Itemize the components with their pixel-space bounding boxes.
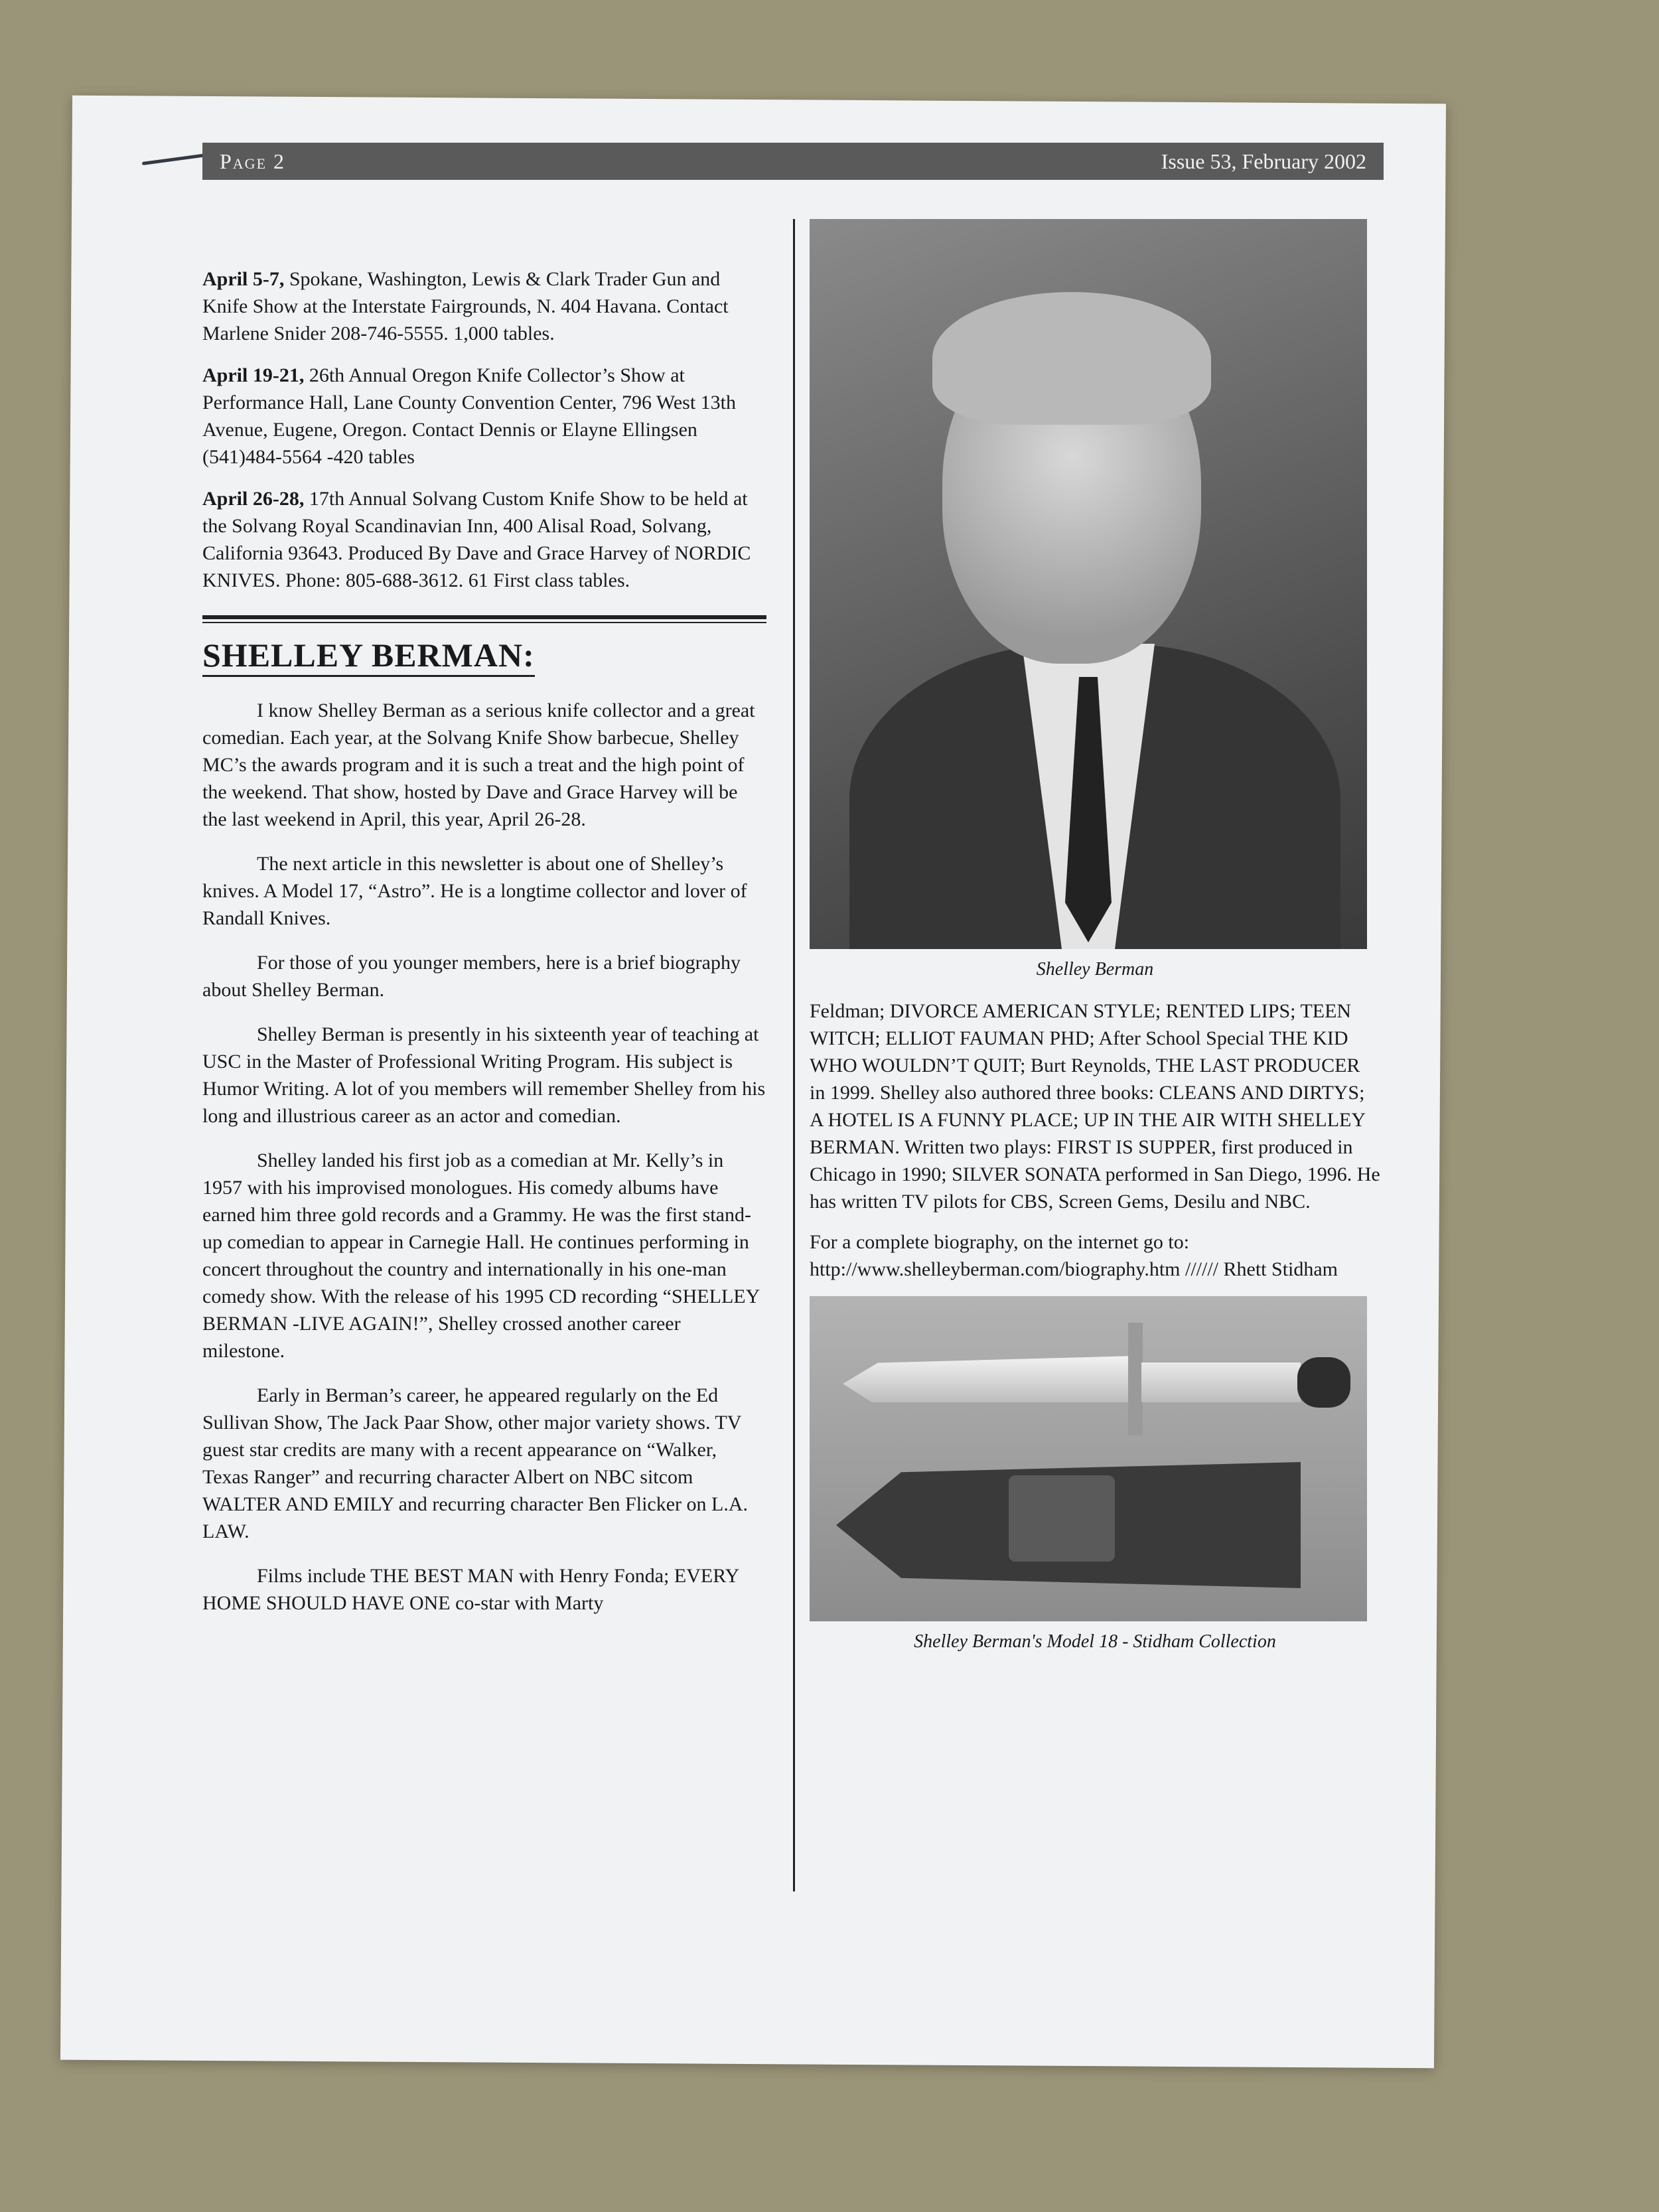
event-date: April 19-21, <box>202 364 305 386</box>
section-rule <box>202 615 766 619</box>
right-column <box>810 219 1380 1670</box>
article-paragraph: The next article in this newsletter is about one of Shelley’s knives. A Model 17, “Astro”. He is a longtime collector and lover of Randall Knives. <box>202 853 747 929</box>
event-date: April 26-28, <box>202 488 305 510</box>
article-paragraph: Feldman; DIVORCE AMERICAN STYLE; RENTED LIPS; TEEN WITCH; ELLIOT FAUMAN PHD; After School Special THE KID WHO WOULDN’T QUIT; Burt Reynolds, THE LAST PRODUCER in 1999. Shelley also authored three books: CLEANS AND DIRTYS; A HOTEL IS A FUNNY PLACE; UP IN THE AIR WITH SHELLEY BERMAN. Written two plays: FIRST IS SUPPER, first produced in Chicago in 1990; SILVER SONATA performed in San Diego, 1996. He has written TV pilots for CBS, Screen Gems, Desilu and NBC. <box>810 1000 1380 1213</box>
event-listing <box>202 362 766 471</box>
portrait-photo <box>810 219 1367 949</box>
event-text: 17th Annual Solvang Custom Knife Show to be held at the Solvang Royal Scandinavian Inn, 400 Alisal Road, Solvang, California 93643. Produced By Dave and Grace Harvey of NORDIC KNIVES. Phone: 805-688-3612. 61 First class tables. <box>202 488 751 591</box>
article-title: SHELLEY BERMAN: <box>202 635 535 677</box>
section-rule <box>202 622 766 623</box>
page-header <box>202 143 1384 180</box>
left-column <box>202 265 766 1617</box>
event-text: Spokane, Washington, Lewis & Clark Trader Gun and Knife Show at the Interstate Fairgrounds, N. 404 Havana. Contact Marlene Snider 208-746-5555. 1,000 tables. <box>202 268 729 344</box>
article-paragraph: Shelley Berman is presently in his sixteenth year of teaching at USC in the Master of Professional Writing Program. His subject is Humor Writing. A lot of you members will remember Shelley from his long and illustrious career as an actor and comedian. <box>202 1023 766 1127</box>
event-listing <box>202 485 766 594</box>
column-divider <box>793 219 795 1891</box>
photo-caption: Shelley Berman <box>1036 959 1154 980</box>
event-listing <box>202 265 766 347</box>
article-paragraph: Films include THE BEST MAN with Henry Fonda; EVERY HOME SHOULD HAVE ONE co-star with Marty <box>202 1565 739 1614</box>
article-paragraph: For those of you younger members, here is a brief biography about Shelley Berman. <box>202 952 741 1001</box>
article-paragraph: I know Shelley Berman as a serious knife collector and a great comedian. Each year, at the Solvang Knife Show barbecue, Shelley MC’s the awards program and it is such a treat and the high point of the weekend. That show, hosted by Dave and Grace Harvey will be the last weekend in April, this year, April 26-28. <box>202 700 755 830</box>
biography-link-text: For a complete biography, on the internet go to: http://www.shelleyberman.com/biography.htm ////// Rhett Stidham <box>810 1231 1338 1280</box>
article-paragraph: Shelley landed his first job as a comedian at Mr. Kelly’s in 1957 with his improvised monologues. His comedy albums have earned him three gold records and a Grammy. He was the first stand-up comedian to appear in Carnegie Hall. He continues performing in concert throughout the country and internationally in his one-man comedy show. With the release of his 1995 CD recording “SHELLEY BERMAN -LIVE AGAIN!”, Shelley crossed another career milestone. <box>202 1149 760 1362</box>
article-paragraph: Early in Berman’s career, he appeared regularly on the Ed Sullivan Show, The Jack Paar Show, other major variety shows. TV guest star credits are many with a recent appearance on “Walker, Texas Ranger” and recurring character Albert on NBC sitcom WALTER AND EMILY and recurring character Ben Flicker on L.A. LAW. <box>202 1384 749 1542</box>
knife-photo <box>810 1296 1367 1621</box>
event-date: April 5-7, <box>202 268 285 290</box>
event-text: 26th Annual Oregon Knife Collector’s Show at Performance Hall, Lane County Convention Center, 796 West 13th Avenue, Eugene, Oregon. Contact Dennis or Elayne Ellingsen (541)484-5564 -420 tables <box>202 364 736 468</box>
knife-caption: Shelley Berman's Model 18 - Stidham Collection <box>914 1631 1276 1652</box>
page-number: Page 2 <box>220 149 286 173</box>
issue-date: Issue 53, February 2002 <box>1161 149 1366 173</box>
